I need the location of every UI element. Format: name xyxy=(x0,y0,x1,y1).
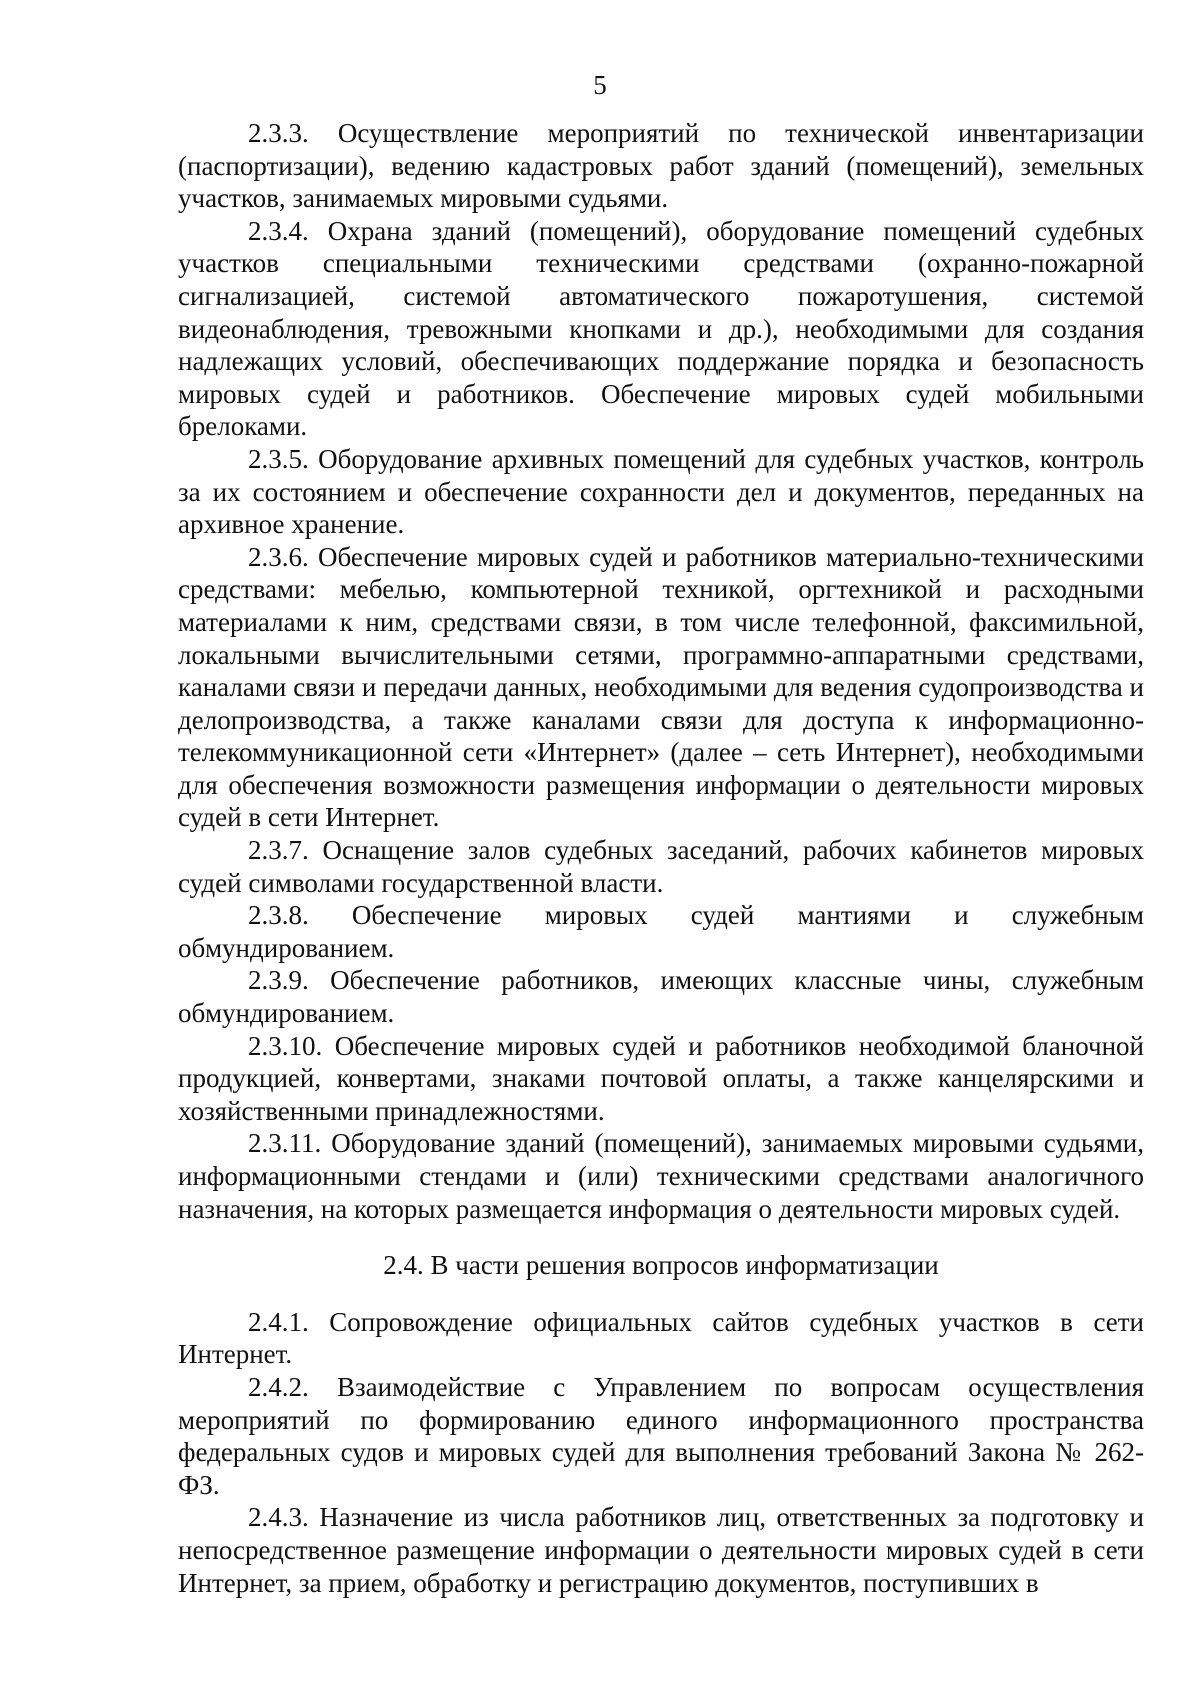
paragraph-2-3-9: 2.3.9. Обеспечение работников, имеющих классные чины, служебным обмундированием. xyxy=(178,965,1144,1029)
paragraph-2-3-10: 2.3.10. Обеспечение мировых судей и работников необходимой бланочной продукцией, конвертами, знаками почтовой оплаты, а также канцелярскими и хозяйственными принадлежностями. xyxy=(178,1030,1144,1126)
paragraph-2-3-6: 2.3.6. Обеспечение мировых судей и работников материально-техническими средствами: мебелью, компьютерной техникой, оргтехникой и расходными материалами к ним, средствами связи, в том числе телефонной, факсимильной, локальными вычислительными сетями, программно-аппаратными средствами, каналами связи и передачи данных, необходимыми для ведения судопроизводства и делопроизводства, а также каналами связи для доступа к информационно-телекоммуникационной сети «Интернет» (далее – сеть Интернет), необходимыми для обеспечения возможности размещения информации о деятельности мировых судей в сети Интернет. xyxy=(178,541,1144,833)
paragraph-2-4-2: 2.4.2. Взаимодействие с Управлением по вопросам осуществления мероприятий по формированию единого информационного пространства федеральных судов и мировых судей для выполнения требований Закона № 262-ФЗ. xyxy=(178,1371,1144,1500)
paragraph-2-3-8: 2.3.8. Обеспечение мировых судей мантиями и служебным обмундированием. xyxy=(178,900,1144,963)
document-body xyxy=(178,117,1144,1599)
paragraph-2-3-7: 2.3.7. Оснащение залов судебных заседаний, рабочих кабинетов мировых судей символами государственной власти. xyxy=(178,835,1144,898)
paragraph-2-3-11: 2.3.11. Оборудование зданий (помещений), занимаемых мировыми судьями, информационными стендами и (или) техническими средствами аналогичного назначения, на которых размещается информация о деятельности мировых судей. xyxy=(178,1128,1144,1224)
page-number: 5 xyxy=(593,70,607,100)
paragraph-2-4-1: 2.4.1. Сопровождение официальных сайтов судебных участков в сети Интернет. xyxy=(178,1306,1144,1370)
paragraph-2-3-5: 2.3.5. Оборудование архивных помещений для судебных участков, контроль за их состоянием и обеспечение сохранности дел и документов, переданных на архивное хранение. xyxy=(178,443,1144,540)
paragraph-2-4-3: 2.4.3. Назначение из числа работников лиц, ответственных за подготовку и непосредственное размещение информации о деятельности мировых судей в сети Интернет, за прием, обработку и регистрацию документов, поступивших в xyxy=(178,1502,1144,1598)
paragraph-2-3-4: 2.3.4. Охрана зданий (помещений), оборудование помещений судебных участков специальными техническими средствами (охранно-пожарной сигнализацией, системой автоматического пожаротушения, системой видеонаблюдения, тревожными кнопками и др.), необходимыми для создания надлежащих условий, обеспечивающих поддержание порядка и безопасность мировых судей и работников. Обеспечение мировых судей мобильными брелоками. xyxy=(178,215,1144,442)
paragraph-2-3-3: 2.3.3. Осуществление мероприятий по технической инвентаризации (паспортизации), ведению кадастровых работ зданий (помещений), земельных участков, занимаемых мировыми судьями. xyxy=(178,118,1144,214)
section-heading-2-4: 2.4. В части решения вопросов информатизации xyxy=(383,1250,939,1281)
